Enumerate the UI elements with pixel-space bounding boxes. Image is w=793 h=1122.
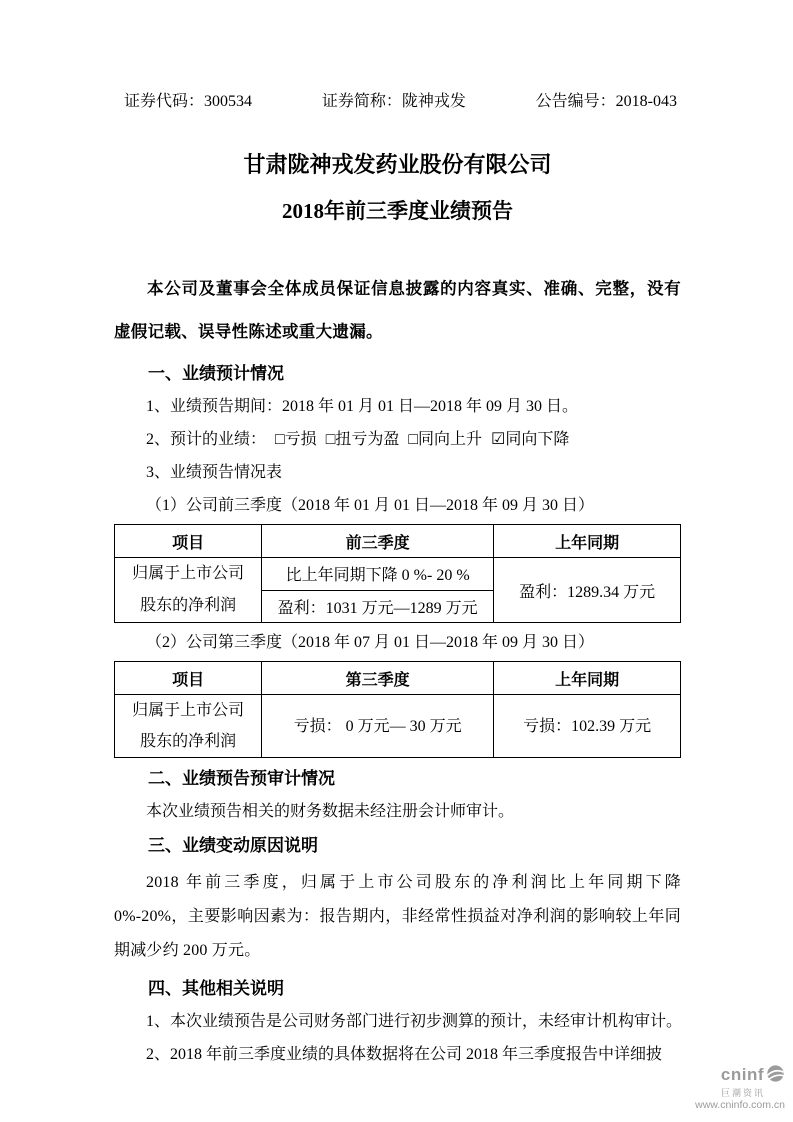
forecast-type-item <box>114 427 681 453</box>
table-row <box>115 558 681 591</box>
announcement-number: 公告编号：2018-043 <box>535 93 677 110</box>
stock-name: 证券简称：陇神戎发 <box>321 93 466 110</box>
table2-header-period: 第三季度 <box>262 662 494 695</box>
table1-header-prior: 上年同期 <box>494 525 681 558</box>
performance-table-q3 <box>114 661 681 758</box>
table2-prior-year-cell: 亏损：102.39 万元 <box>494 695 681 758</box>
table2-header-prior: 上年同期 <box>494 662 681 695</box>
table2-net-profit-label: 归属于上市公司股东的净利润 <box>115 695 262 758</box>
table2-header-item: 项目 <box>115 662 262 695</box>
forecast-table-item: 3、业绩预告情况表 <box>146 464 283 481</box>
cninfo-watermark <box>695 1064 785 1112</box>
other-item-2: 2、2018 年前三季度业绩的具体数据将在公司 2018 年三季度报告中详细披 <box>146 1046 663 1063</box>
table1-profit-range-cell: 盈利：1031 万元—1289 万元 <box>262 590 494 623</box>
performance-table-q1-q3 <box>114 524 681 623</box>
cninfo-brand-row <box>695 1064 785 1088</box>
document-header <box>114 90 681 114</box>
cninfo-swirl-icon <box>766 1064 785 1088</box>
section-heading-forecast: 一、业绩预计情况 <box>148 364 284 383</box>
disclaimer-paragraph: 本公司及董事会全体成员保证信息披露的内容真实、准确、完整，没有虚假记载、误导性陈述或重大遗漏。 <box>114 279 681 341</box>
checkbox-option-increase: □同向上升 <box>408 431 483 448</box>
forecast-period-item: 1、业绩预告期间：2018 年 01 月 01 日—2018 年 09 月 30 日。 <box>146 398 579 415</box>
table1-caption: （1）公司前三季度（2018 年 01 月 01 日—2018 年 09 月 30 日） <box>146 497 595 514</box>
checkbox-option-decrease-checked: ☑同向下降 <box>491 431 570 448</box>
section-heading-reasons: 三、业绩变动原因说明 <box>148 836 318 855</box>
table1-yoy-change-cell: 比上年同期下降 0 %- 20 % <box>262 558 494 591</box>
table2-caption: （2）公司第三季度（2018 年 07 月 01 日—2018 年 09 月 30 日） <box>146 634 595 651</box>
other-item-1: 1、本次业绩预告是公司财务部门进行初步测算的预计，未经审计机构审计。 <box>146 1013 683 1030</box>
table1-header-item: 项目 <box>115 525 262 558</box>
company-title: 甘肃陇神戎发药业股份有限公司 <box>243 152 552 177</box>
preaudit-body: 本次业绩预告相关的财务数据未经注册会计师审计。 <box>146 803 515 820</box>
table1-header-period: 前三季度 <box>262 525 494 558</box>
table1-net-profit-label: 归属于上市公司股东的净利润 <box>115 558 262 623</box>
cninfo-site-url: www.cninfo.com.cn <box>695 1099 785 1112</box>
section-heading-preaudit: 二、业绩预告预审计情况 <box>148 769 335 788</box>
reasons-paragraph: 2018 年前三季度，归属于上市公司股东的净利润比上年同期下降 0%-20%，主要影响因素为：报告期内，非经常性损益对净利润的影响较上年同期减少约 200 万元。 <box>114 874 681 959</box>
table-header-row <box>115 662 681 695</box>
table2-loss-range-cell: 亏损： 0 万元— 30 万元 <box>262 695 494 758</box>
table-header-row <box>115 525 681 558</box>
document-subtitle: 2018年前三季度业绩预告 <box>282 199 513 223</box>
checkbox-option-turnaround: □扭亏为盈 <box>325 431 400 448</box>
section-heading-other: 四、其他相关说明 <box>148 979 284 998</box>
stock-code: 证券代码：300534 <box>124 93 253 110</box>
table-row <box>115 695 681 758</box>
cninfo-name: 巨潮资讯 <box>720 1087 765 1098</box>
cninfo-brand: cninf <box>720 1065 764 1085</box>
forecast-type-label: 2、预计的业绩： <box>146 431 267 448</box>
table1-prior-year-cell: 盈利：1289.34 万元 <box>494 558 681 623</box>
checkbox-option-loss: □亏损 <box>275 431 317 448</box>
